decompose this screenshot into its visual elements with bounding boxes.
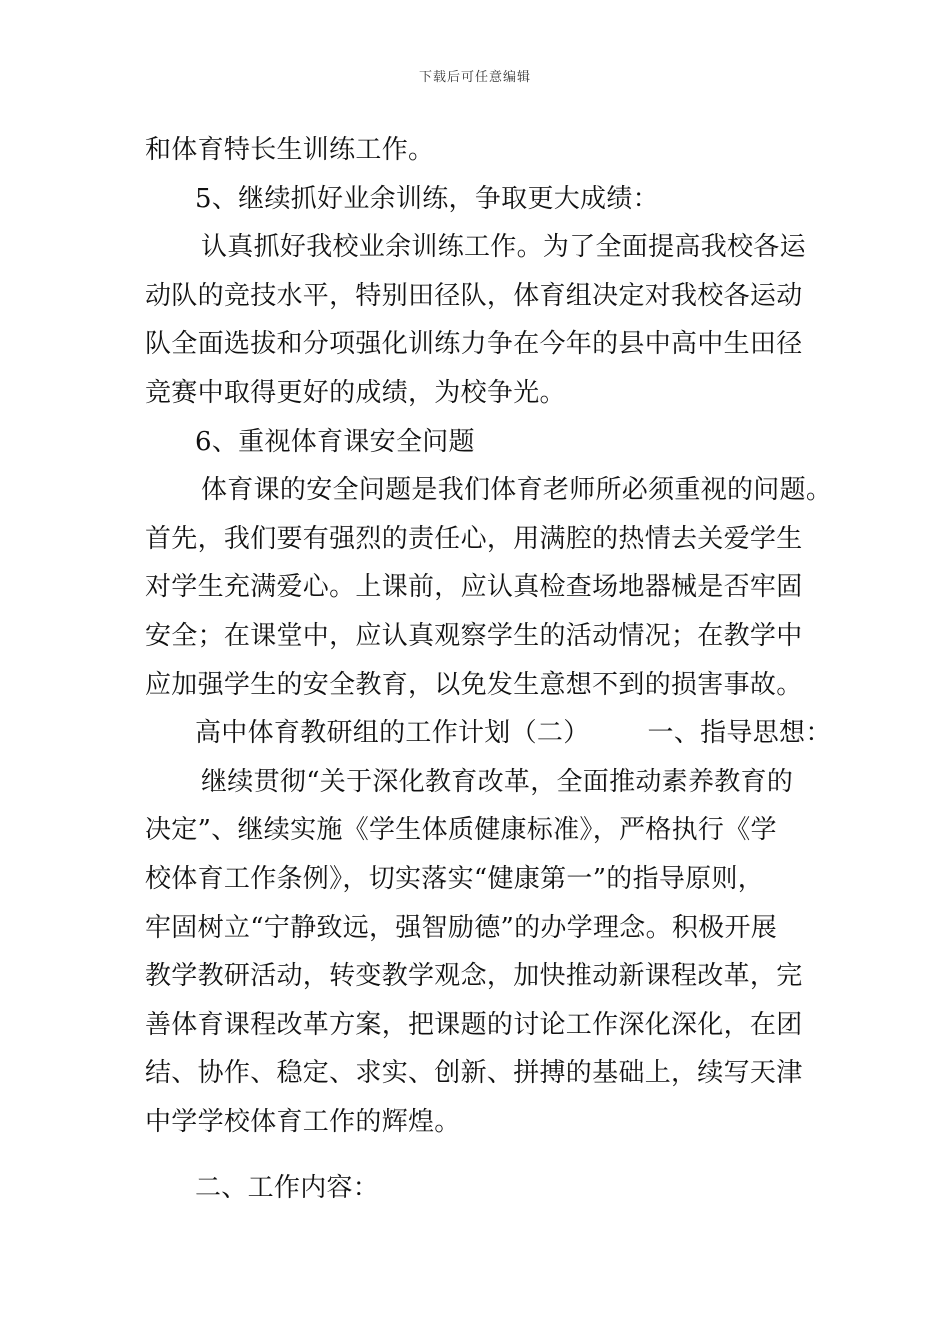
paragraph-line: 体育课的安全问题是我们体育老师所必须重视的问题。 — [201, 475, 833, 506]
paragraph-line: 动队的竞技水平，特别田径队，体育组决定对我校各运动 — [145, 280, 803, 311]
work-content-heading: 二、工作内容： — [195, 1173, 380, 1204]
paragraph-line: 安全；在课堂中，应认真观察学生的活动情况；在教学中 — [145, 620, 803, 651]
paragraph-line: 中学学校体育工作的辉煌。 — [145, 1106, 461, 1137]
paragraph-line: 队全面选拔和分项强化训练力争在今年的县中高中生田径 — [145, 329, 803, 360]
paragraph-line: 应加强学生的安全教育，以免发生意想不到的损害事故。 — [145, 669, 803, 700]
plan-title: 高中体育教研组的工作计划（二） — [195, 718, 590, 749]
paragraph-line: 结、协作、稳定、求实、创新、拼搏的基础上，续写天津 — [145, 1058, 803, 1089]
paragraph-line: 善体育课程改革方案，把课题的讨论工作深化深化，在团 — [145, 1009, 803, 1040]
paragraph-line: 和体育特长生训练工作。 — [145, 135, 435, 165]
guiding-thought-heading: 一、指导思想： — [647, 718, 832, 749]
paragraph-line: 决定”、继续实施《学生体质健康标准》，严格执行《学 — [145, 815, 777, 846]
section-heading-6: 6、重视体育课安全问题 — [195, 426, 475, 457]
plan-title-line — [145, 709, 832, 758]
paragraph-line: 教学教研活动，转变教学观念，加快推动新课程改革，完 — [145, 961, 803, 992]
paragraph-line: 对学生充满爱心。上课前，应认真检查场地器械是否牢固 — [145, 572, 803, 603]
paragraph-line: 认真抓好我校业余训练工作。为了全面提高我校各运 — [201, 232, 806, 263]
page-header: 下载后可任意编辑 — [418, 70, 531, 85]
paragraph-line: 校体育工作条例》，切实落实“健康第一”的指导原则， — [145, 863, 765, 894]
section-heading-5: 5、继续抓好业余训练，争取更大成绩： — [195, 183, 659, 214]
document-body — [145, 126, 833, 1213]
paragraph-line: 竞赛中取得更好的成绩，为校争光。 — [145, 377, 566, 408]
paragraph-line: 继续贯彻“关于深化教育改革，全面推动素养教育的 — [201, 766, 794, 797]
paragraph-line: 首先，我们要有强烈的责任心，用满腔的热情去关爱学生 — [145, 523, 803, 554]
paragraph-line: 牢固树立“宁静致远，强智励德”的办学理念。积极开展 — [145, 912, 778, 943]
